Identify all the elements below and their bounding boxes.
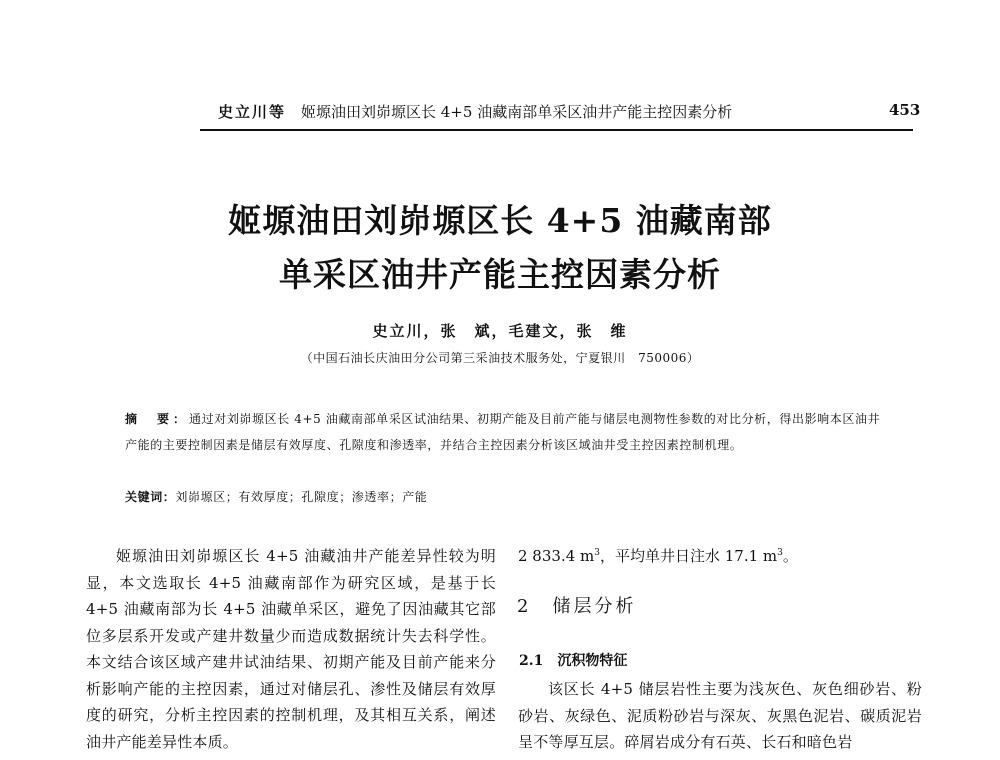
intro-paragraph: 姬塬油田刘峁塬区长 4+5 油藏油井产能差异性较为明显，本文选取长 4+5 油藏南部作为研究区域，是基于长 4+5 油藏南部为长 4+5 油藏单采区，避免了因油藏其它部位多层系开发或产建井数量少而造成数据统计失去科学性。本文结合该区域产建井试油结果、初期产能及目前产能来分析影响产能的主控因素，通过对储层孔、渗性及储层有效厚度的研究，分析主控因素的控制机理，及其相互关系，阐述油井产能差异性本质。 xyxy=(86,547,496,751)
running-header-title: 姬塬油田刘峁塬区长 4+5 油藏南部单采区油井产能主控因素分析 xyxy=(301,103,733,121)
keywords-label: 关键词： xyxy=(125,490,176,504)
section-heading: 2 储层分析 xyxy=(517,596,637,617)
keywords xyxy=(125,488,885,505)
continuation-end: 。 xyxy=(782,547,798,565)
continuation-line xyxy=(518,543,928,570)
running-header-authors: 史立川等 xyxy=(218,103,287,121)
header-rule xyxy=(200,129,913,131)
continuation-mid: ，平均单井日注水 17.1 m xyxy=(599,547,778,565)
article-authors: 史立川，张 斌，毛建文，张 维 xyxy=(372,322,628,340)
sediment-paragraph: 该区长 4+5 储层岩性主要为浅灰色、灰色细砂岩、粉砂岩、灰绿色、泥质粉砂岩与深灰、灰黑色泥岩、碳质泥岩呈不等厚互层。碎屑岩成分有石英、长石和暗色岩 xyxy=(518,680,922,751)
abstract-text: 通过对刘峁塬区长 4+5 油藏南部单采区试油结果、初期产能及目前产能与储层电测物性参数的对比分析，得出影响本区油井产能的主要控制因素是储层有效厚度、孔隙度和渗透率，并结合主控因素分析该区域油井受主控因素控制机理。 xyxy=(125,412,881,452)
continuation-prefix: 2 833.4 m xyxy=(518,547,595,565)
subsection-heading: 2.1 沉积物特征 xyxy=(519,653,628,669)
article-title-line1: 姬塬油田刘峁塬区长 4+5 油藏南部 xyxy=(228,201,772,240)
keywords-text: 刘峁塬区；有效厚度；孔隙度；渗透率；产能 xyxy=(175,490,428,504)
abstract-label: 摘 要： xyxy=(125,412,190,426)
continuation-sup: 3 xyxy=(594,548,600,558)
abstract xyxy=(125,406,885,458)
page-number: 453 xyxy=(889,101,921,119)
author-affiliation: （中国石油长庆油田分公司第三采油技术服务处，宁夏银川 750006） xyxy=(300,351,700,365)
continuation-sup2: 3 xyxy=(777,548,783,558)
article-title-line2: 单采区油井产能主控因素分析 xyxy=(279,255,721,294)
